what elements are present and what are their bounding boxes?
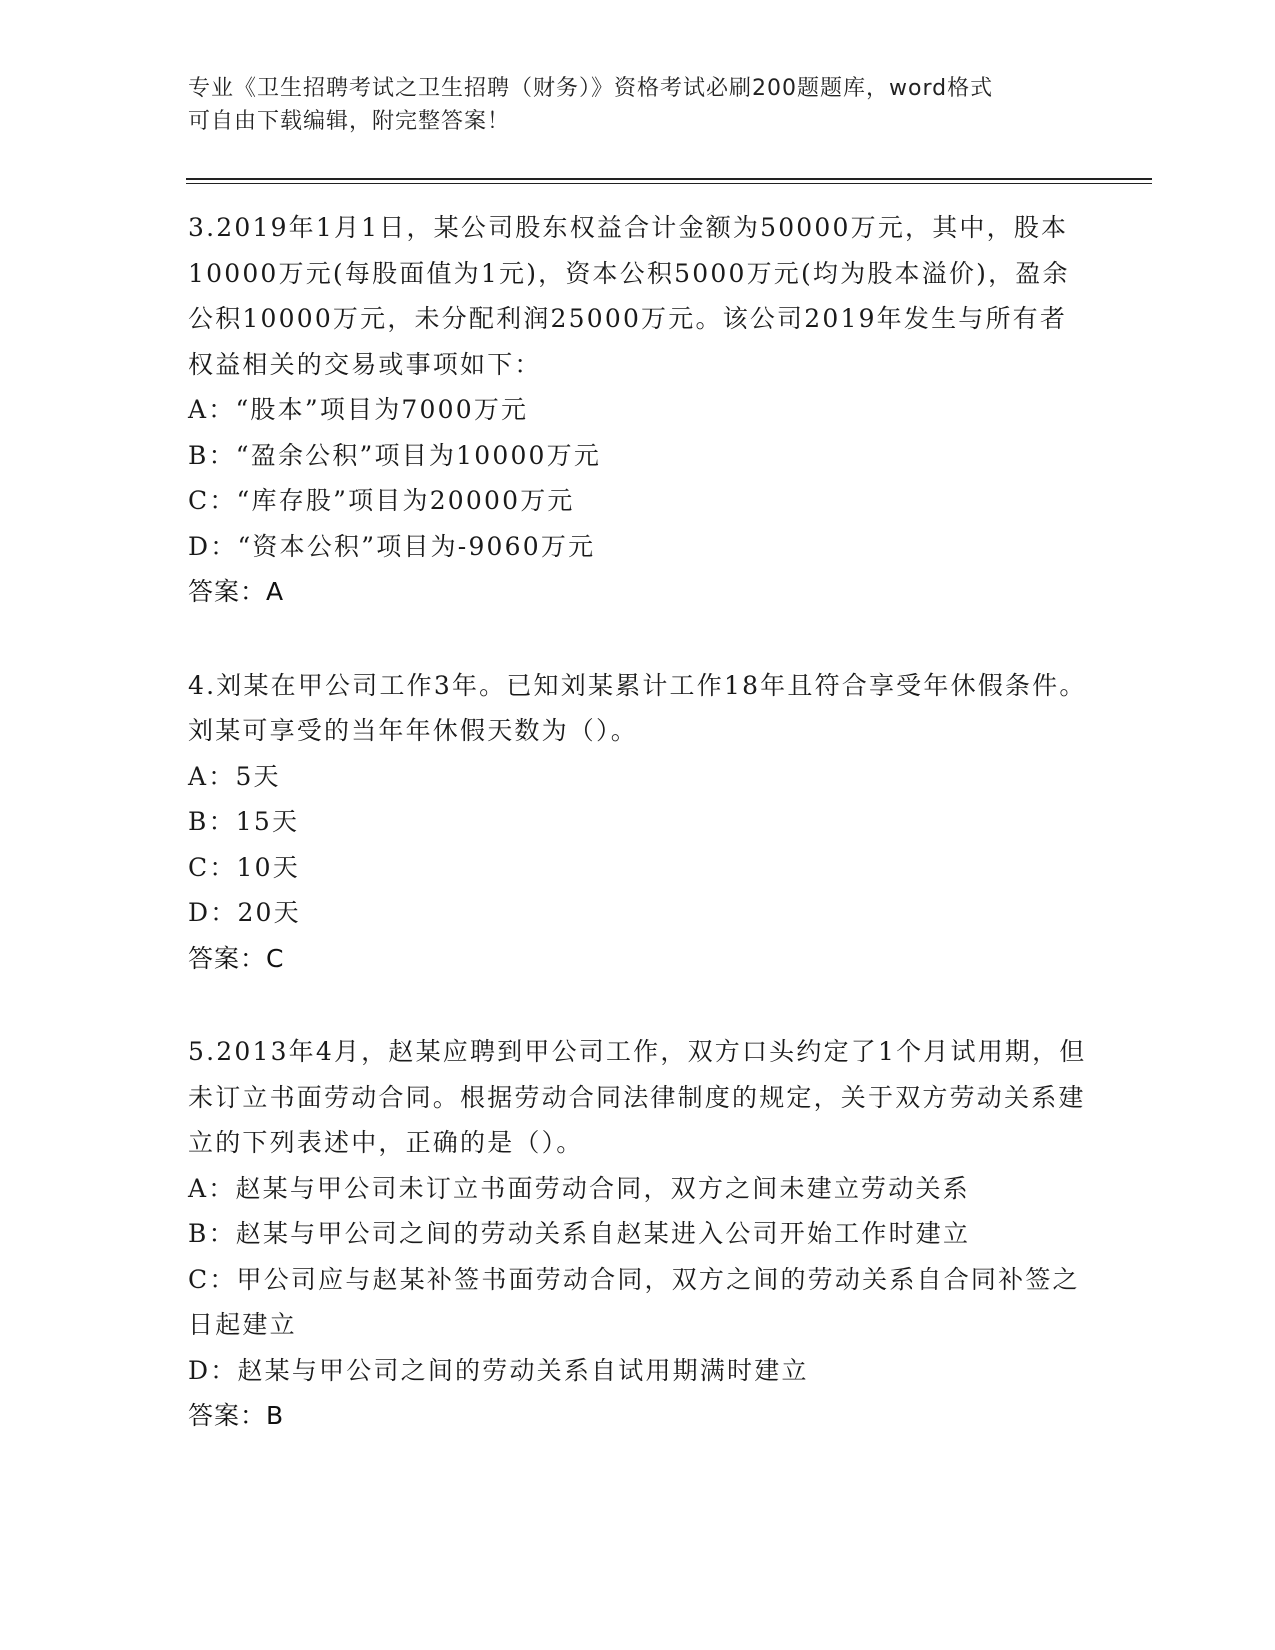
option-a: A：“股本”项目为7000万元 [188,395,529,424]
question-list [188,205,1088,1487]
question-3 [188,205,1088,615]
question-stem: 5.2013年4月，赵某应聘到甲公司工作，双方口头约定了1个月试用期，但未订立书面劳动合同。根据劳动合同法律制度的规定，关于双方劳动关系建立的下列表述中，正确的是（）。 [188,1037,1087,1157]
question-5 [188,1029,1088,1439]
option-c: C：10天 [188,852,300,882]
header-line-2: 可自由下载编辑，附完整答案！ [188,109,511,134]
option-a: A：赵某与甲公司未订立书面劳动合同，双方之间未建立劳动关系 [188,1173,970,1203]
option-b: B：“盈余公积”项目为10000万元 [188,440,602,470]
option-d: D：“资本公积”项目为-9060万元 [188,531,596,561]
option-a: A：5天 [188,761,281,791]
option-c: C：“库存股”项目为20000万元 [188,486,575,515]
page-header [188,72,1088,138]
option-c: C：甲公司应与赵某补签书面劳动合同，双方之间的劳动关系自合同补签之日起建立 [188,1264,1080,1339]
option-b: B：赵某与甲公司之间的劳动关系自赵某进入公司开始工作时建立 [188,1219,971,1248]
option-d: D：赵某与甲公司之间的劳动关系自试用期满时建立 [188,1355,809,1385]
option-d: D：20天 [188,898,301,927]
option-b: B：15天 [188,807,300,836]
question-4 [188,663,1088,982]
answer-label: 答案：B [188,1401,285,1430]
answer-label: 答案：C [188,943,285,973]
header-divider [186,178,1152,184]
header-line-1: 专业《卫生招聘考试之卫生招聘（财务）》资格考试必刷200题题库，word格式 [188,76,994,101]
question-stem: 3.2019年1月1日，某公司股东权益合计金额为50000万元，其中，股本10000万元(每股面值为1元)，资本公积5000万元(均为股本溢价)，盈余公积10000万元，未分配利润25000万元。该公司2019年发生与所有者权益相关的交易或事项如下： [188,213,1070,379]
question-stem: 4.刘某在甲公司工作3年。已知刘某累计工作18年且符合享受年休假条件。刘某可享受的当年年休假天数为（）。 [188,670,1087,745]
answer-label: 答案：A [188,577,285,606]
